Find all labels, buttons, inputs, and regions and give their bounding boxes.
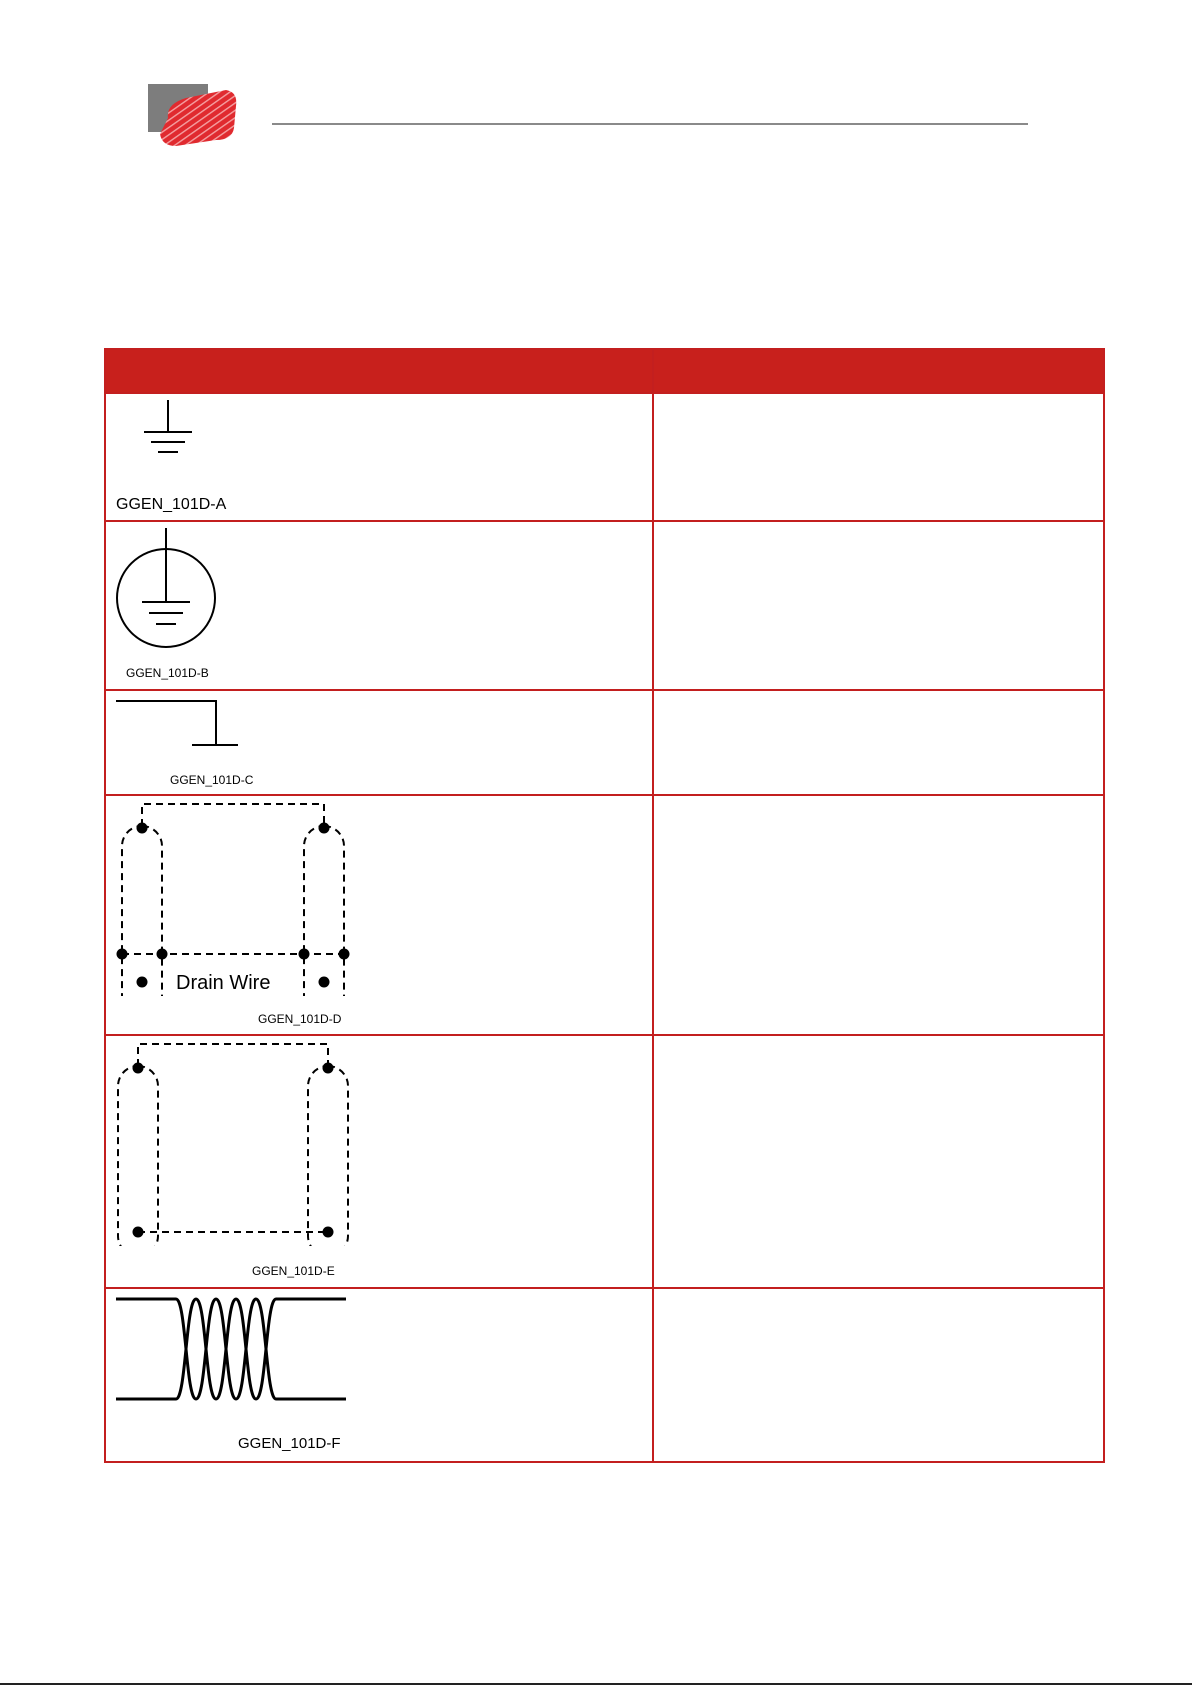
symbol-code: GGEN_101D-F xyxy=(238,1434,341,1452)
symbol-cell xyxy=(105,393,653,521)
table-row xyxy=(105,1035,1104,1287)
symbol-cell xyxy=(105,1035,653,1287)
table-row xyxy=(105,690,1104,795)
symbol-table xyxy=(104,348,1105,1463)
symbol-code: GGEN_101D-E xyxy=(252,1264,335,1279)
symbol-cell xyxy=(105,521,653,689)
shielded-pair-drain-icon xyxy=(106,796,356,996)
description-cell xyxy=(653,1288,1104,1462)
ground-symbol-icon xyxy=(106,394,226,474)
symbol-cell xyxy=(105,795,653,1035)
table-header-row xyxy=(105,349,1104,393)
description-cell xyxy=(653,690,1104,795)
header-description-column xyxy=(653,349,1104,393)
description-cell xyxy=(653,393,1104,521)
twisted-pair-icon xyxy=(106,1289,356,1419)
description-cell xyxy=(653,521,1104,689)
table-row xyxy=(105,795,1104,1035)
shielded-pair-icon xyxy=(106,1036,356,1246)
company-logo xyxy=(146,84,238,148)
table-row xyxy=(105,393,1104,521)
symbol-code: GGEN_101D-C xyxy=(170,772,254,787)
company-logo-icon xyxy=(146,84,238,148)
symbol-code: GGEN_101D-A xyxy=(116,496,227,514)
symbol-cell xyxy=(105,1288,653,1462)
header-symbol-column xyxy=(105,349,653,393)
protective-earth-icon xyxy=(106,522,226,652)
description-cell xyxy=(653,1035,1104,1287)
symbol-cell xyxy=(105,690,653,795)
table-row xyxy=(105,521,1104,689)
symbol-code: GGEN_101D-D xyxy=(258,1011,342,1026)
symbol-code: GGEN_101D-B xyxy=(126,666,209,681)
table-row xyxy=(105,1288,1104,1462)
header-rule xyxy=(272,123,1028,125)
drain-wire-label: Drain Wire xyxy=(176,971,271,994)
description-cell xyxy=(653,795,1104,1035)
chassis-ground-icon xyxy=(106,691,246,761)
